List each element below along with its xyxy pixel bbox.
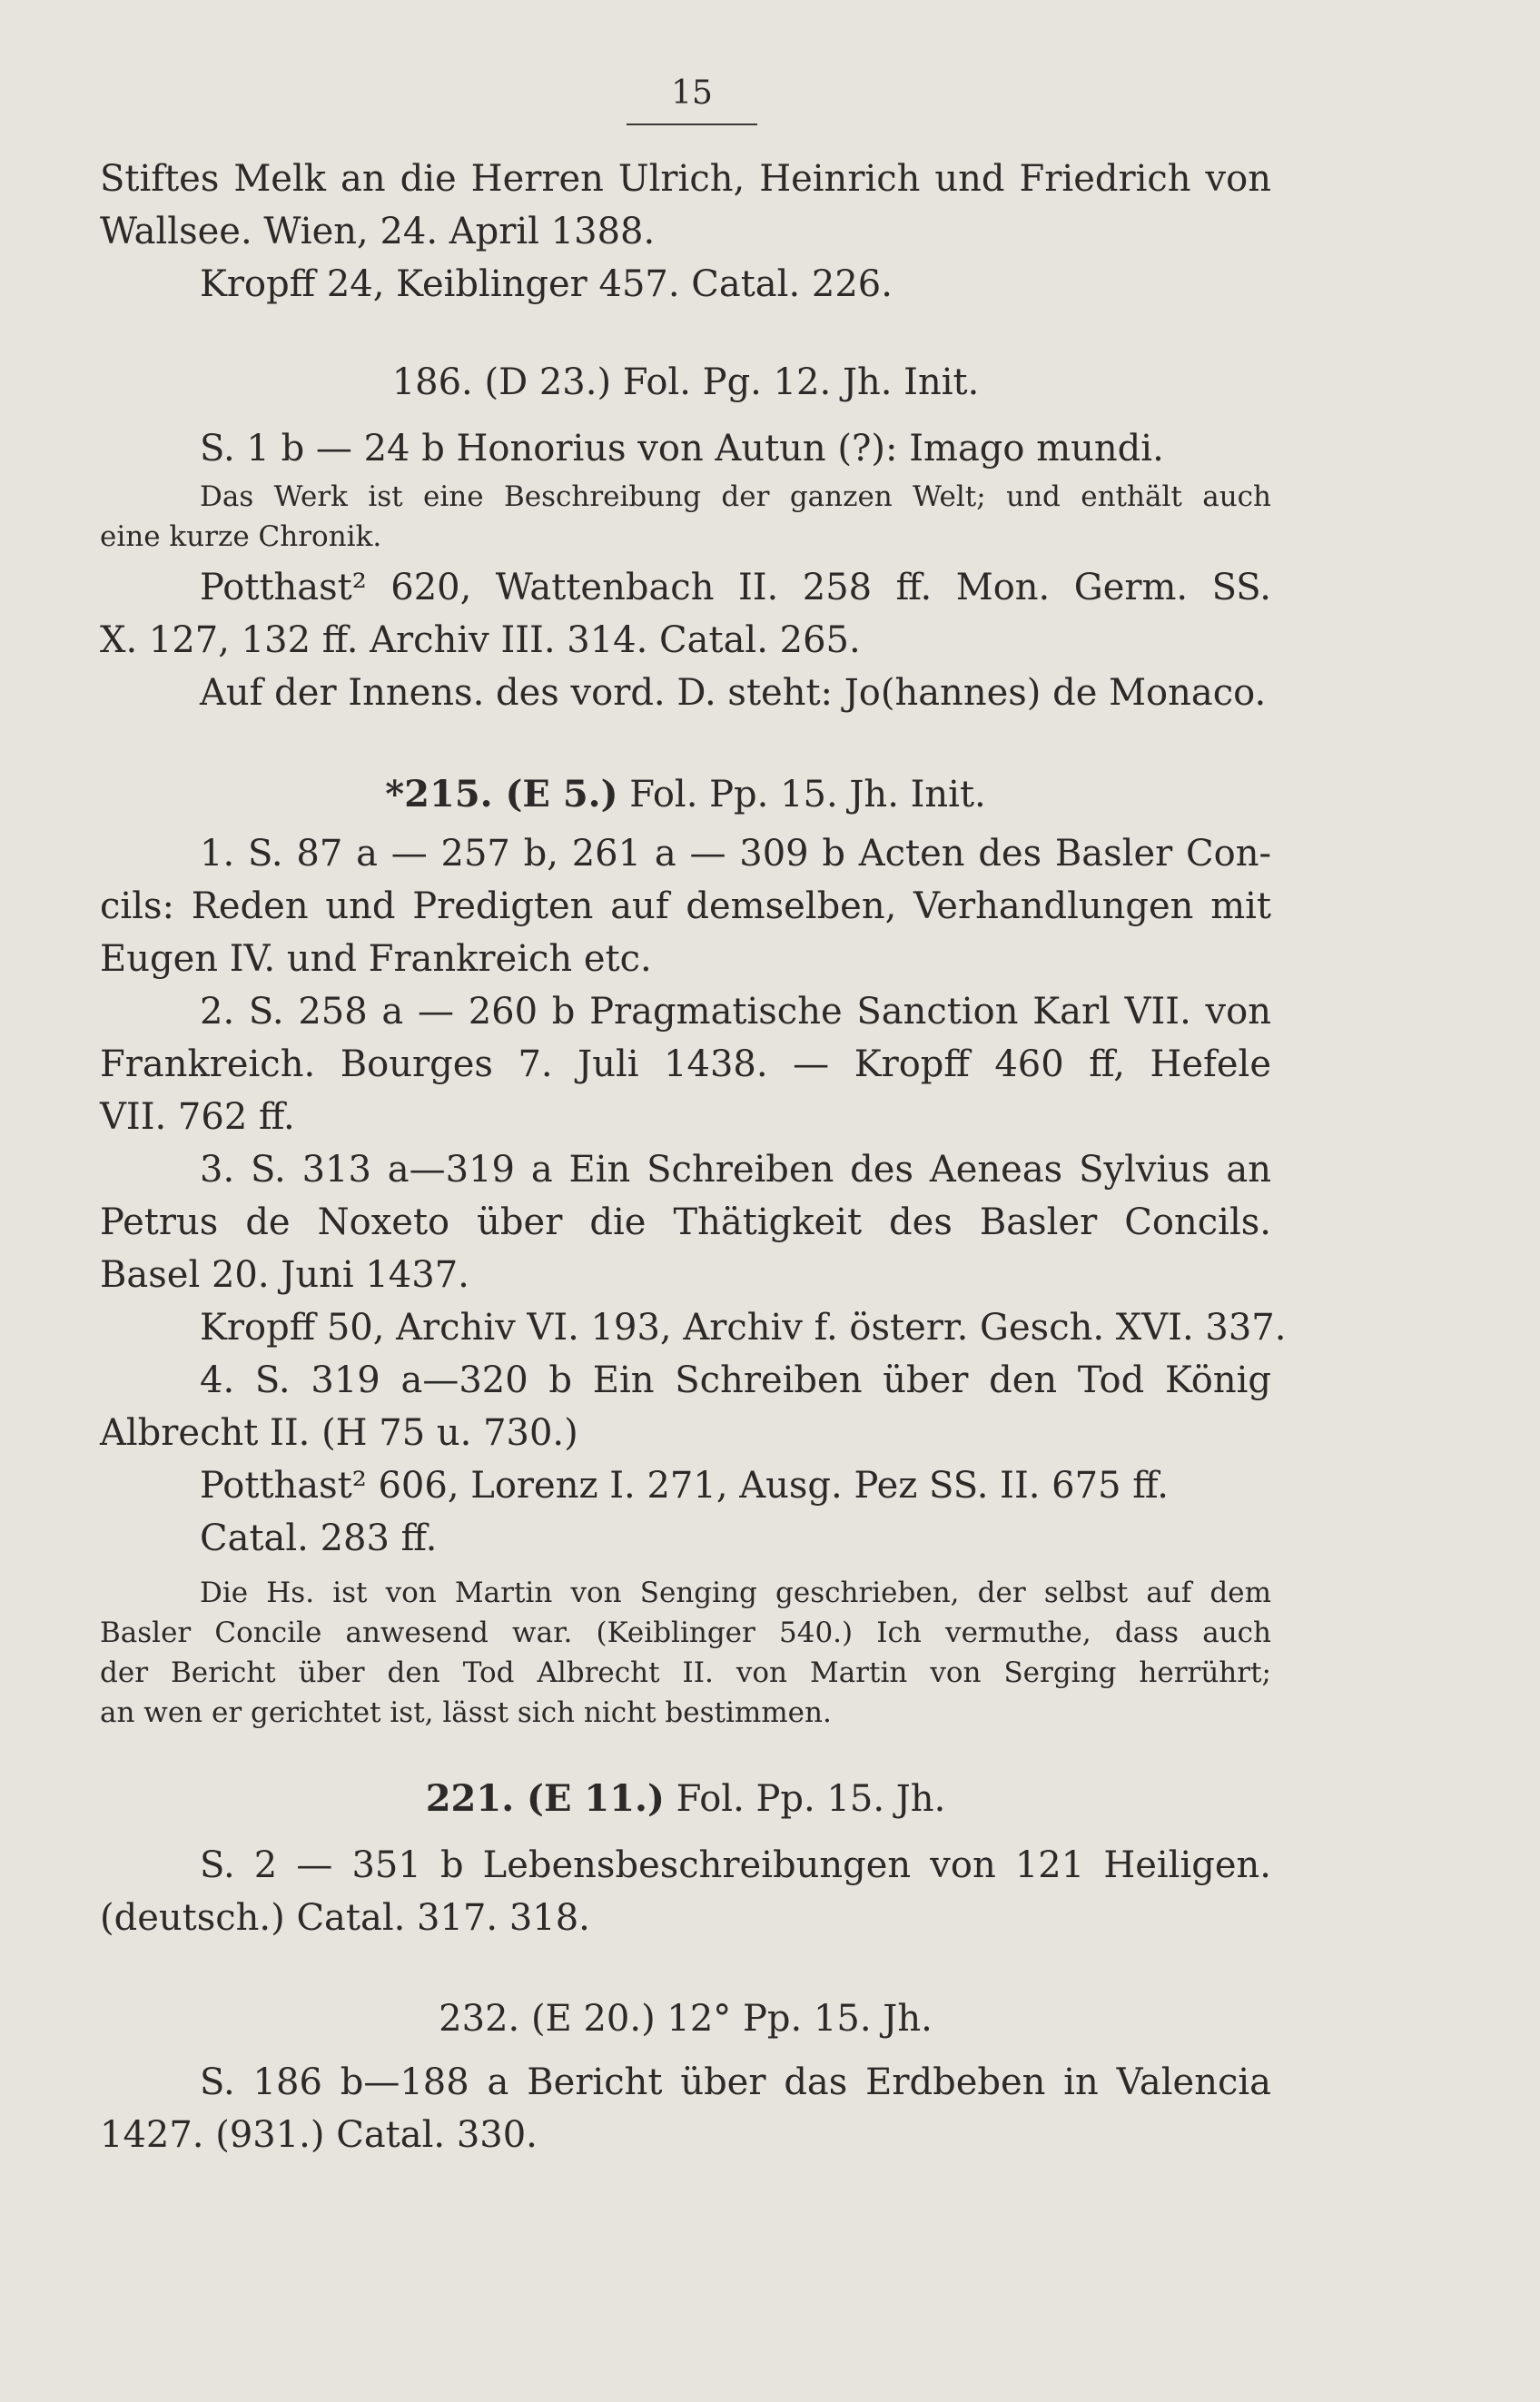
text-line: Basel 20. Juni 1437. [100, 1254, 469, 1296]
text-line: Frankreich. Bourges 7. Juli 1438. — Kropff 460 ff, Hefele [100, 1043, 1271, 1085]
text-line: 3. S. 313 a—319 a Ein Schreiben des Aeneas Sylvius an [200, 1149, 1271, 1191]
heading-signature: 221. (E 11.) [425, 1777, 665, 1820]
entry-heading-232: 232. (E 20.) 12° Pp. 15. Jh. [439, 1998, 933, 2040]
text-line: 2. S. 258 a — 260 b Pragmatische Sanction Karl VII. von [200, 991, 1271, 1033]
text-line: Potthast² 620, Wattenbach II. 258 ff. Mon. Germ. SS. [200, 567, 1271, 608]
text-line: Auf der Innens. des vord. D. steht: Jo(hannes) de Monaco. [200, 672, 1267, 714]
entry-186-content [100, 422, 1271, 475]
text-line: 1427. (931.) Catal. 330. [100, 2114, 538, 2156]
note-line: eine kurze Chronik. [100, 520, 382, 553]
text-line: cils: Reden und Predigten auf demselben, Verhandlungen mit [100, 885, 1271, 927]
entry-232-content [100, 2056, 1271, 2161]
entry-186-note [100, 477, 1271, 557]
note-line: an wen er gerichtet ist, lässt sich nicht bestimmen. [100, 1696, 832, 1729]
text-line: Kropff 24, Keiblinger 457. Catal. 226. [200, 263, 893, 305]
text-line: Kropff 50, Archiv VI. 193, Archiv f. österr. Gesch. XVI. 337. [200, 1307, 1287, 1349]
entry-221-content [100, 1839, 1271, 1944]
text-line: Eugen IV. und Frankreich etc. [100, 938, 652, 980]
text-line: S. 1 b — 24 b Honorius von Autun (?): Imago mundi. [200, 428, 1164, 470]
note-line: Die Hs. ist von Martin von Senging geschrieben, der selbst auf dem [200, 1577, 1271, 1609]
entry-heading-186: 186. (D 23.) Fol. Pg. 12. Jh. Init. [391, 361, 980, 403]
text-line: Potthast² 606, Lorenz I. 271, Ausg. Pez SS. II. 675 ff. [200, 1465, 1169, 1507]
text-line: S. 2 — 351 b Lebensbeschreibungen von 121 Heiligen. [200, 1844, 1271, 1886]
text-line: Stiftes Melk an die Herren Ulrich, Heinrich und Friedrich von [100, 158, 1271, 200]
entry-heading-215 [100, 768, 1271, 821]
text-line: Petrus de Noxeto über die Thätigkeit des Basler Concils. [100, 1201, 1271, 1243]
entry-215-note [100, 1573, 1271, 1733]
heading-description: Fol. Pp. 15. Jh. [664, 1778, 946, 1820]
entry-186-refs [100, 561, 1271, 719]
note-line: der Bericht über den Tod Albrecht II. von Martin von Serging herrührt; [100, 1656, 1271, 1689]
text-line: Wallsee. Wien, 24. April 1388. [100, 211, 656, 252]
text-line: Catal. 283 ff. [200, 1517, 438, 1559]
heading-description: Fol. Pp. 15. Jh. Init. [617, 774, 986, 815]
text-line: Albrecht II. (H 75 u. 730.) [100, 1412, 578, 1454]
text-line: X. 127, 132 ff. Archiv III. 314. Catal. 265. [100, 619, 861, 661]
text-line: 4. S. 319 a—320 b Ein Schreiben über den Tod König [200, 1359, 1271, 1401]
text-line: VII. 762 ff. [100, 1096, 295, 1138]
entry-215-content [100, 827, 1287, 1565]
page-number: 15 [671, 74, 713, 112]
text-line: S. 186 b—188 a Bericht über das Erdbeben in Valencia [200, 2061, 1271, 2103]
text-line: 1. S. 87 a — 257 b, 261 a — 309 b Acten des Basler Con- [200, 833, 1271, 875]
text-line: (deutsch.) Catal. 317. 318. [100, 1897, 590, 1939]
entry-heading-221 [100, 1773, 1271, 1825]
note-line: Basler Concile anwesend war. (Keiblinger 540.) Ich vermuthe, dass auch [100, 1616, 1271, 1649]
header-rule [627, 124, 757, 125]
heading-signature: *215. (E 5.) [385, 773, 618, 815]
note-line: Das Werk ist eine Beschreibung der ganzen Welt; und enthält auch [200, 480, 1271, 513]
entry-continuation [100, 153, 1271, 311]
